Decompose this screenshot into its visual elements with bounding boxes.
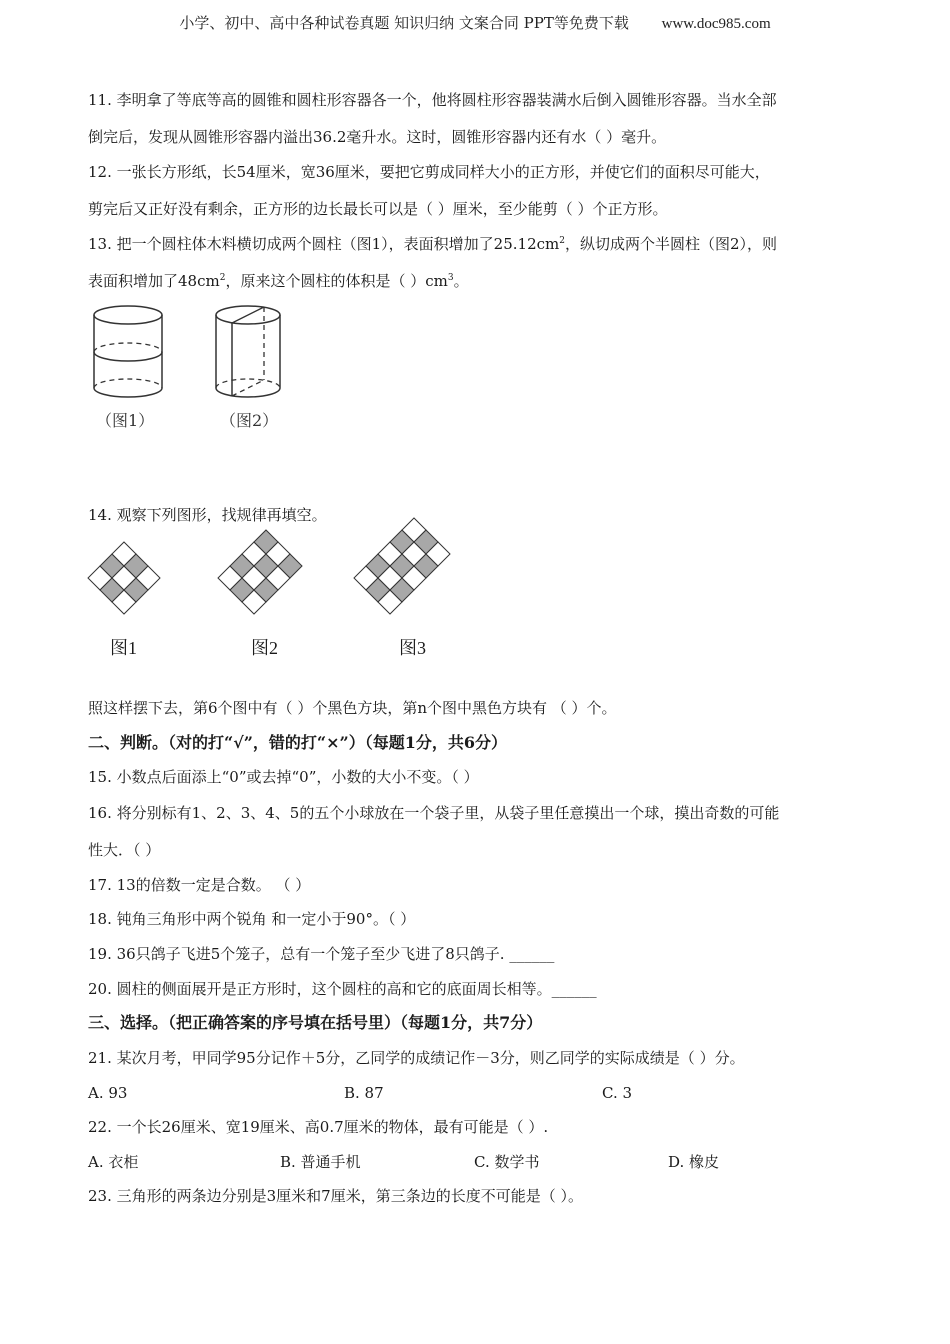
q14-line2: 照这样摆下去，第6个图中有（ ）个黑色方块，第n个图中黑色方块有 （ ）个。 [88, 699, 617, 717]
q22-option-a: A. 衣柜 [88, 1153, 139, 1171]
q21-stem: 21. 某次月考，甲同学95分记作＋5分，乙同学的成绩记作－3分，则乙同学的实际成绩是（ ）分。 [88, 1049, 745, 1067]
q13-line2-b: ，原来这个圆柱的体积是（ ）cm [225, 272, 448, 290]
q13-line1 [88, 234, 777, 254]
q17: 17. 13的倍数一定是合数。 （ ） [88, 876, 311, 894]
q12-line1: 12. 一张长方形纸，长54厘米，宽36厘米，要把它剪成同样大小的正方形，并使它们的面积尽可能大， [88, 163, 770, 181]
pattern-caption-2: 图2 [251, 638, 278, 658]
pattern-caption-3: 图3 [399, 638, 426, 658]
header-title: 小学、初中、高中各种试卷真题 知识归纳 文案合同 PPT等免费下载 [179, 14, 629, 32]
fig2-caption: （图2） [220, 411, 279, 430]
q15: 15. 小数点后面添上“0”或去掉“0”，小数的大小不变。（ ） [88, 768, 479, 786]
q16-line1: 16. 将分别标有1、2、3、4、5的五个小球放在一个袋子里，从袋子里任意摸出一个球，摸出奇数的可能 [88, 804, 780, 822]
pattern-figure-1 [86, 540, 166, 620]
q13-line2 [88, 271, 469, 291]
q21-option-a: A. 93 [88, 1084, 128, 1102]
section-3-title: 三、选择。（把正确答案的序号填在括号里）（每题1分，共7分） [88, 1013, 543, 1032]
q13-line2-a: 表面积增加了48cm [88, 272, 220, 290]
fig1-caption: （图1） [96, 411, 155, 430]
q11-line1: 11. 李明拿了等底等高的圆锥和圆柱形容器各一个，他将圆柱形容器装满水后倒入圆锥形容器。当水全部 [88, 91, 777, 109]
cyl1-bottom-back [94, 379, 162, 388]
header-site: www.doc985.com [661, 16, 771, 32]
cyl2-bottom-back [216, 379, 280, 388]
q20: 20. 圆柱的侧面展开是正方形时，这个圆柱的高和它的底面周长相等。______ [88, 980, 597, 998]
cyl1-top-ellipse [94, 306, 162, 324]
q22-option-b: B. 普通手机 [280, 1153, 361, 1171]
q21-option-b: B. 87 [344, 1084, 384, 1102]
pattern-figure-2 [216, 540, 321, 620]
q11-line2: 倒完后，发现从圆锥形容器内溢出36.2毫升水。这时，圆锥形容器内还有水（ ）毫升。 [88, 128, 667, 146]
q23-stem: 23. 三角形的两条边分别是3厘米和7厘米，第三条边的长度不可能是（ ）。 [88, 1187, 583, 1205]
q14-line1: 14. 观察下列图形，找规律再填空。 [88, 506, 327, 524]
section-2-title: 二、判断。（对的打“√”，错的打“×”）（每题1分，共6分） [88, 733, 508, 752]
cyl1-bottom-front [94, 388, 162, 397]
q13-line2-sup2: 3 [447, 273, 454, 283]
q21-option-c: C. 3 [602, 1084, 633, 1102]
q13-line1-sup: 2 [559, 236, 565, 246]
cyl1-cut-back [94, 343, 162, 352]
q13-line1-b: ，纵切成两个半圆柱（图2），则 [564, 235, 778, 253]
q19: 19. 36只鸽子飞进5个笼子，总有一个笼子至少飞进了8只鸽子. ______ [88, 945, 555, 963]
cyl1-cut-front [94, 352, 162, 361]
pattern-caption-1: 图1 [110, 638, 137, 658]
page-header [0, 12, 950, 33]
q13-line2-c: 。 [453, 272, 469, 290]
cyl2-bottom-front [216, 388, 280, 397]
cylinder-figure-1 [88, 300, 178, 435]
q22-option-c: C. 数学书 [474, 1153, 540, 1171]
q13-line1-a: 13. 把一个圆柱体木料横切成两个圆柱（图1），表面积增加了25.12cm [88, 235, 560, 253]
q13-line2-sup: 2 [219, 273, 226, 283]
cyl2-cut-top [232, 307, 264, 323]
pattern-figure-3 [352, 540, 482, 620]
q16-line2: 性大．（ ） [88, 841, 161, 859]
q18: 18. 钝角三角形中两个锐角 和一定小于90°。（ ） [88, 910, 416, 928]
q12-line2: 剪完后又正好没有剩余，正方形的边长最长可以是（ ）厘米，至少能剪（ ）个正方形。 [88, 200, 668, 218]
cylinder-figure-2 [210, 300, 300, 435]
q22-stem: 22. 一个长26厘米、宽19厘米、高0.7厘米的物体，最有可能是（ ）. [88, 1118, 549, 1136]
cyl2-cut-bottom [232, 380, 264, 396]
q22-option-d: D. 橡皮 [668, 1153, 720, 1171]
